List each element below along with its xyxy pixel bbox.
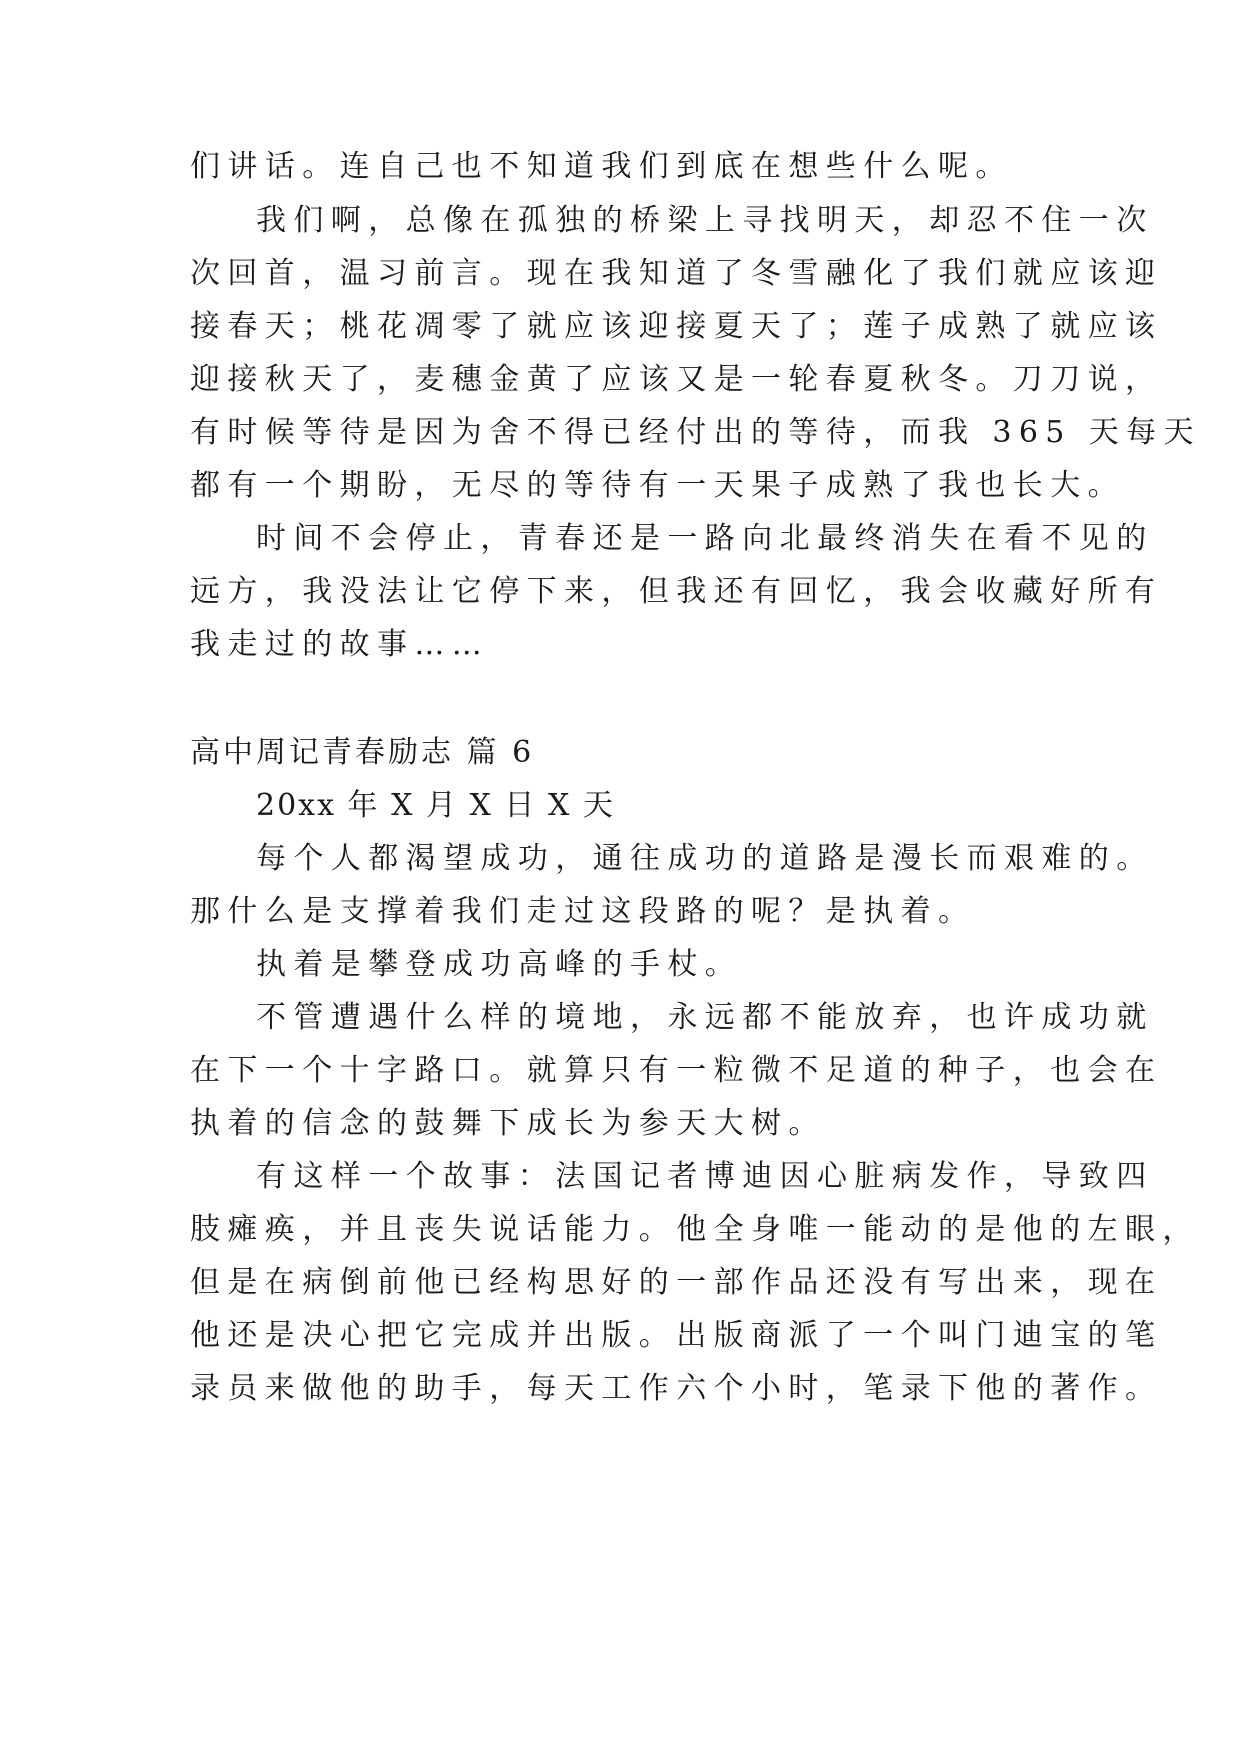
paragraph-line: 接春天；桃花凋零了就应该迎接夏天了；莲子成熟了就应该 (190, 309, 1163, 344)
date-line: 20xx 年 X 月 X 日 X 天 (256, 788, 615, 823)
paragraph-line: 肢瘫痪，并且丧失说话能力。他全身唯一能动的是他的左眼， (190, 1212, 1200, 1247)
paragraph-line: 不管遭遇什么样的境地，永远都不能放弃，也许成功就 (256, 1000, 1154, 1035)
paragraph-line: 次回首，温习前言。现在我知道了冬雪融化了我们就应该迎 (190, 256, 1163, 291)
paragraph-line: 远方，我没法让它停下来，但我还有回忆，我会收藏好所有 (190, 574, 1163, 609)
paragraph-line: 那什么是支撑着我们走过这段路的呢？是执着。 (190, 894, 976, 929)
paragraph-line: 我们啊，总像在孤独的桥梁上寻找明天，却忍不住一次 (256, 203, 1154, 238)
paragraph-line: 都有一个期盼，无尽的等待有一天果子成熟了我也长大。 (190, 468, 1125, 503)
paragraph-line: 有这样一个故事：法国记者博迪因心脏病发作，导致四 (256, 1159, 1154, 1194)
paragraph-line: 但是在病倒前他已经构思好的一部作品还没有写出来，现在 (190, 1265, 1163, 1300)
section-heading: 高中周记青春励志 篇 6 (190, 735, 535, 770)
paragraph-line: 执着的信念的鼓舞下成长为参天大树。 (190, 1106, 826, 1141)
paragraph-line: 执着是攀登成功高峰的手杖。 (256, 947, 743, 982)
paragraph-line: 有时候等待是因为舍不得已经付出的等待，而我 365 天每天 (190, 415, 1201, 450)
paragraph-line: 录员来做他的助手，每天工作六个小时，笔录下他的著作。 (190, 1371, 1163, 1406)
paragraph-line: 每个人都渴望成功，通往成功的道路是漫长而艰难的。 (256, 841, 1154, 876)
paragraph-line: 他还是决心把它完成并出版。出版商派了一个叫门迪宝的笔 (190, 1318, 1163, 1353)
paragraph-line: 迎接秋天了，麦穗金黄了应该又是一轮春夏秋冬。刀刀说， (190, 362, 1163, 397)
paragraph-line: 时间不会停止，青春还是一路向北最终消失在看不见的 (256, 521, 1154, 556)
paragraph-line: 们讲话。连自己也不知道我们到底在想些什么呢。 (190, 149, 1013, 184)
paragraph-line: 在下一个十字路口。就算只有一粒微不足道的种子，也会在 (190, 1053, 1163, 1088)
paragraph-line: 我走过的故事…… (190, 627, 490, 662)
